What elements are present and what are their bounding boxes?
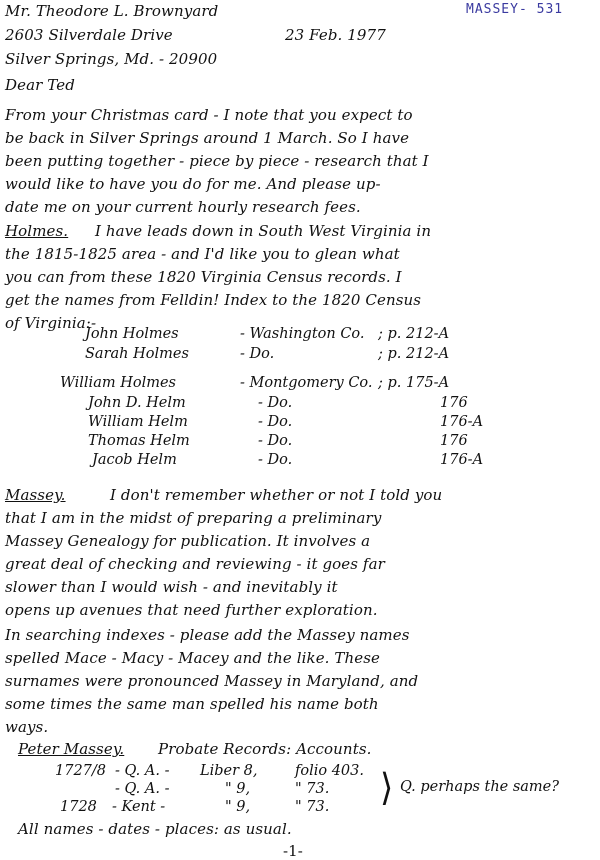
- massey-line: opens up avenues that need further exploration.: [5, 601, 378, 619]
- census-page: 176-A: [440, 452, 484, 468]
- census-page: ; p. 212-A: [378, 326, 450, 342]
- census-place: - Do.: [240, 346, 275, 362]
- intro-line: would like to have you do for me. And please up-: [5, 175, 381, 193]
- salutation: Dear Ted: [5, 76, 75, 94]
- record-folio: folio 403.: [295, 763, 364, 779]
- peter-subheading: Probate Records: Accounts.: [158, 740, 372, 758]
- massey-line: ways.: [5, 718, 49, 736]
- record-folio: " 73.: [295, 781, 330, 797]
- holmes-line: you can from these 1820 Virginia Census records. I: [5, 268, 402, 286]
- census-place: - Do.: [258, 414, 293, 430]
- census-place: - Do.: [258, 433, 293, 449]
- page-number: -1-: [283, 842, 303, 860]
- intro-line: be back in Silver Springs around 1 March. So I have: [5, 129, 410, 147]
- closing-line: All names - dates - places: as usual.: [18, 820, 292, 838]
- record-type: - Kent -: [112, 799, 166, 815]
- entry-name: John Holmes: [85, 326, 179, 342]
- census-entry: William Helm: [88, 414, 188, 430]
- address-line: Silver Springs, Md. - 20900: [5, 50, 218, 68]
- letter-date: 23 Feb. 1977: [285, 26, 386, 44]
- record-liber: " 9,: [225, 799, 251, 815]
- holmes-line: I have leads down in South West Virginia in: [95, 222, 432, 240]
- census-entry: Sarah Holmes: [85, 346, 189, 362]
- census-entry: John D. Helm: [88, 395, 186, 411]
- record-note-text: Q. perhaps the same?: [400, 779, 560, 795]
- census-entry: Thomas Helm: [88, 433, 190, 449]
- intro-line: date me on your current hourly research fees.: [5, 198, 361, 216]
- census-page: 176-A: [440, 414, 484, 430]
- brace-mark: ⟩: [380, 766, 394, 810]
- massey-line: I don't remember whether or not I told you: [110, 486, 443, 504]
- census-place: - Washington Co.: [240, 326, 365, 342]
- census-page: ; p. 212-A: [378, 346, 450, 362]
- massey-line: In searching indexes - please add the Massey names: [5, 626, 410, 644]
- census-place: - Montgomery Co.: [240, 375, 373, 391]
- record-note: [400, 778, 590, 796]
- massey-line: slower than I would wish - and inevitably it: [5, 578, 338, 596]
- massey-line: that I am in the midst of preparing a preliminary: [5, 509, 382, 527]
- intro-line: been putting together - piece by piece - research that I: [5, 152, 429, 170]
- record-year: 1727/8: [55, 763, 107, 779]
- record-liber: Liber 8,: [200, 763, 258, 779]
- peter-heading: Peter Massey.: [18, 740, 125, 758]
- census-entry: Jacob Helm: [92, 452, 177, 468]
- massey-heading: Massey.: [5, 486, 66, 504]
- census-place: - Do.: [258, 452, 293, 468]
- record-folio: " 73.: [295, 799, 330, 815]
- address-line: Mr. Theodore L. Brownyard: [5, 2, 219, 20]
- address-line: 2603 Silverdale Drive: [5, 26, 173, 44]
- census-page: ; p. 175-A: [378, 375, 450, 391]
- massey-line: spelled Mace - Macy - Macey and the like. These: [5, 649, 381, 667]
- holmes-line: the 1815-1825 area - and I'd like you to glean what: [5, 245, 400, 263]
- holmes-heading: Holmes.: [5, 222, 69, 240]
- census-page: 176: [440, 395, 468, 411]
- record-year: 1728: [60, 799, 97, 815]
- record-liber: " 9,: [225, 781, 251, 797]
- massey-line: surnames were pronounced Massey in Maryland, and: [5, 672, 419, 690]
- reference-stamp: MASSEY- 531: [466, 2, 564, 17]
- massey-line: some times the same man spelled his name both: [5, 695, 379, 713]
- intro-line: From your Christmas card - I note that you expect to: [5, 106, 413, 124]
- holmes-line: get the names from Felldin! Index to the 1820 Census: [5, 291, 422, 309]
- census-page: 176: [440, 433, 468, 449]
- census-entry: [85, 326, 179, 342]
- record-type: - Q. A. -: [115, 781, 170, 797]
- holmes-line: of Virginia:-: [5, 314, 97, 332]
- massey-line: Massey Genealogy for publication. It involves a: [5, 532, 371, 550]
- massey-line: great deal of checking and reviewing - it goes far: [5, 555, 385, 573]
- census-entry: William Holmes: [60, 375, 176, 391]
- record-type: - Q. A. -: [115, 763, 170, 779]
- census-place: - Do.: [258, 395, 293, 411]
